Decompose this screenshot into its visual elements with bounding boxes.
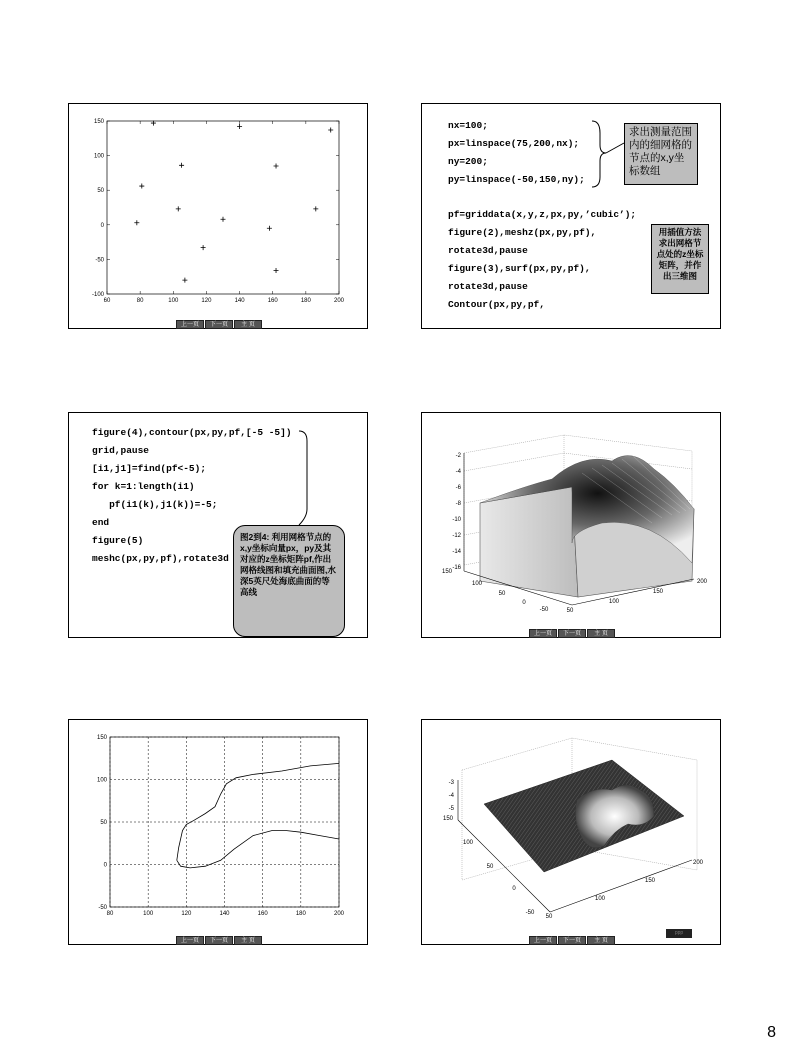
z-tick-label: -8 [455,501,461,507]
code-line: meshc(px,py,pf),rotate3d [92,553,229,564]
code-line: figure(3),surf(px,py,pf), [448,263,591,274]
x-tick-label: 50 [566,608,574,614]
code-line: px=linspace(75,200,nx); [448,138,580,149]
y-tick-label: 50 [498,591,506,597]
data-point-marker [328,127,333,132]
x-tick-label: 200 [333,298,345,304]
data-point-marker [134,220,139,225]
y-tick-label: -50 [525,910,535,916]
y-tick-label: 100 [96,777,107,784]
callout-interpolation: 用插值方法求出网格节点处的z坐标矩阵，并作出三维图 [651,224,709,294]
slide-nav-bar [176,320,263,329]
y-tick-label: -50 [95,257,104,264]
x-tick-label: 80 [136,298,144,304]
contour-line [177,831,339,868]
x-tick-label: 180 [295,911,306,917]
prev-page-button[interactable]: 上一页 [529,936,557,945]
slide-nav-bar [529,936,616,945]
code-line: figure(4),contour(px,py,pf,[-5 -5]) [92,427,292,438]
callout-contour-description: 图2到4: 利用网格节点的x,y坐标向量px，py及其对应的z坐标矩阵pf,作出网格线图和填充曲面图,水深5英尺处海底曲面的等高线 [233,525,345,637]
plot-frame [107,121,339,294]
x-tick-label: 60 [103,298,111,304]
slide-3d-mesh [421,412,721,638]
prev-page-button[interactable]: 上一页 [176,936,204,945]
z-tick-label: -4 [448,793,454,799]
callout-grid-coordinates: 求出测量范围内的细网格的节点的x,y坐标数组 [624,123,698,185]
slide-contour-plot [68,719,368,945]
code-line: py=linspace(-50,150,ny); [448,174,585,185]
data-point-marker [274,163,279,168]
y-tick-label: 150 [96,735,107,741]
x-tick-label: 150 [644,878,656,884]
x-tick-label: 180 [300,298,311,304]
prev-page-button[interactable]: 上一页 [529,629,557,638]
brace-connector [297,429,327,529]
data-point-marker [313,206,318,211]
home-button[interactable]: 主 页 [587,936,615,945]
z-tick-label: -6 [455,485,461,491]
y-tick-label: 150 [442,816,454,822]
x-tick-label: 200 [696,579,708,585]
code-line: Contour(px,py,pf, [448,299,545,310]
slide-nav-bar [176,936,263,945]
y-tick-label: 100 [471,581,483,587]
slide-nav-bar [529,629,616,638]
home-button[interactable]: 主 页 [234,320,262,329]
surface-3d-meshc-chart [422,720,722,946]
data-point-marker [139,184,144,189]
next-page-button[interactable]: 下一页 [205,320,233,329]
code-line: grid,pause [92,445,150,456]
x-tick-label: 200 [333,911,345,917]
y-tick-label: -50 [539,607,549,613]
x-tick-label: 120 [201,298,212,304]
data-point-marker [274,268,279,273]
z-tick-label: -12 [452,533,461,539]
x-tick-label: 140 [234,298,245,304]
x-tick-label: 80 [106,911,114,917]
contour-line [177,763,339,860]
z-tick-label: -16 [452,565,461,571]
page-number: 8 [767,1024,776,1041]
x-tick-label: 50 [545,914,553,920]
x-tick-label: 100 [143,911,154,917]
next-page-button[interactable]: 下一页 [205,936,233,945]
next-page-button[interactable]: 下一页 [558,629,586,638]
x-tick-label: 200 [692,860,704,866]
y-tick-label: -100 [91,292,104,298]
code-line: rotate3d,pause [448,245,528,256]
x-tick-label: 120 [181,911,192,917]
y-tick-label: 0 [103,862,107,869]
data-point-marker [176,206,181,211]
code-line: [i1,j1]=find(pf<-5); [92,463,207,474]
y-tick-label: -50 [98,905,107,911]
x-tick-label: 140 [219,911,230,917]
slide-scatter-plot [68,103,368,329]
data-point-marker [179,163,184,168]
home-button[interactable]: 主 页 [587,629,615,638]
y-tick-label: 50 [486,864,494,870]
y-tick-label: 0 [512,886,516,892]
code-line: figure(2),meshz(px,py,pf), [448,227,597,238]
y-tick-label: 100 [462,840,474,846]
code-line: rotate3d,pause [448,281,528,292]
z-tick-label: -4 [455,469,461,475]
x-tick-label: 100 [168,298,179,304]
data-point-marker [221,217,226,222]
y-tick-label: 50 [97,188,104,195]
code-line: pf=griddata(x,y,z,px,py,’cubic’); [448,209,637,220]
z-tick-label: -2 [455,453,461,459]
z-tick-label: -10 [452,517,461,523]
y-tick-label: 100 [93,153,104,160]
slide-code-contour [68,412,368,638]
slide-code-grid [421,103,721,329]
x-tick-label: 160 [267,298,278,304]
x-tick-label: 160 [257,911,268,917]
scatter-chart [69,104,369,330]
data-point-marker [267,226,272,231]
z-tick-label: -3 [448,780,454,786]
z-tick-label: -14 [452,549,461,555]
y-tick-label: 50 [100,820,107,826]
z-tick-label: -5 [448,806,454,812]
data-point-marker [237,124,242,129]
data-point-marker [182,278,187,283]
code-line: end [92,517,110,528]
x-tick-label: 150 [652,589,664,595]
prev-page-button[interactable]: 上一页 [176,320,204,329]
surface-3d-chart [422,413,722,639]
code-line: ny=200; [448,156,488,167]
contour-chart [69,720,369,946]
slide-3d-meshc [421,719,721,945]
code-line: for k=1:length(i1) [92,481,195,492]
next-page-button[interactable]: 下一页 [558,936,586,945]
dark-badge: ppp [666,929,692,938]
code-line: figure(5) [92,535,144,546]
x-tick-label: 100 [594,896,606,902]
home-button[interactable]: 主 页 [234,936,262,945]
y-tick-label: 150 [93,119,104,125]
code-line: nx=100; [448,120,488,131]
y-tick-label: 0 [522,600,526,606]
y-tick-label: 0 [100,222,104,229]
code-line: pf(i1(k),j1(k))=-5; [92,499,218,510]
y-tick-label: 150 [441,569,453,575]
data-point-marker [201,245,206,250]
x-tick-label: 100 [608,599,620,605]
